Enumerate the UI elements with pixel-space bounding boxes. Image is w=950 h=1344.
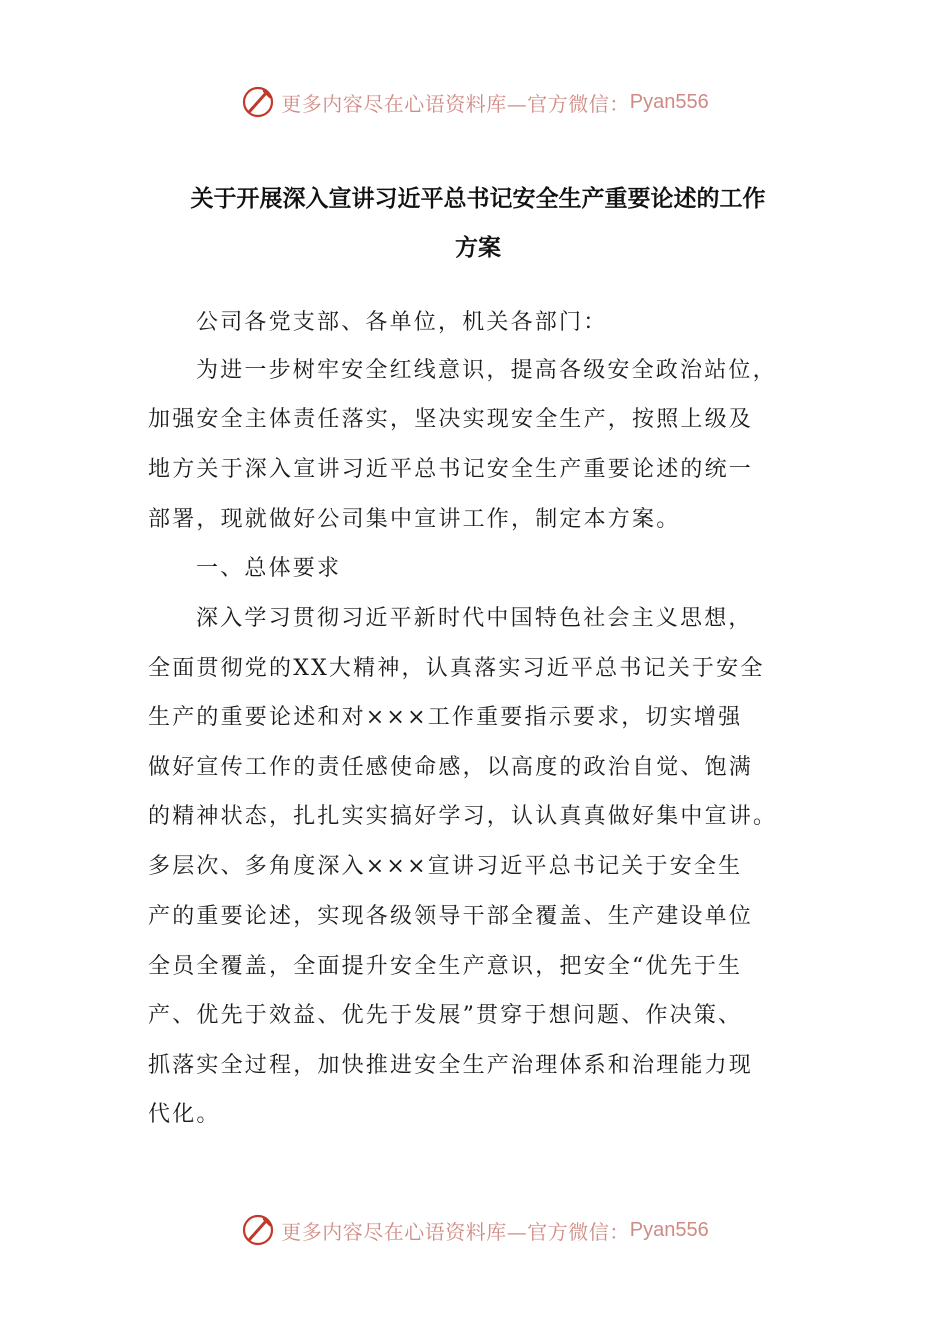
header-watermark-banner [0,80,950,124]
body-line: 多层次、多角度深入×××宣讲习近平总书记关于安全生 [148,854,743,879]
body-line: 代化。 [148,1102,221,1127]
body-line: 地方关于深入宣讲习近平总书记安全生产重要论述的统一 [148,457,754,482]
body-line: 全面贯彻党的XX大精神，认真落实习近平总书记关于安全 [148,656,765,681]
body-line: 生产的重要论述和对×××工作重要指示要求，切实增强 [148,705,743,730]
body-line: 深入学习贯彻习近平新时代中国特色社会主义思想， [196,606,753,631]
body-line: 抓落实全过程，加快推进安全生产治理体系和治理能力现 [148,1053,754,1078]
body-line: 的精神状态，扎扎实实搞好学习，认认真真做好集中宣讲。 [148,804,778,829]
salutation: 公司各党支部、各单位，机关各部门： [196,310,608,335]
document-title-line-2: 方案 [455,235,501,261]
banner-handle: Pyan556 [629,90,709,113]
body-line: 部署，现就做好公司集中宣讲工作，制定本方案。 [148,507,681,532]
body-line: 产的重要论述，实现各级领导干部全覆盖、生产建设单位 [148,904,754,929]
document-title-line-1: 关于开展深入宣讲习近平总书记安全生产重要论述的工作 [190,186,766,212]
body-line: 为进一步树牢安全红线意识，提高各级安全政治站位， [196,358,777,383]
pen-logo-icon [241,1212,277,1248]
banner-text: 更多内容尽在心语资料库—官方微信： [281,91,630,116]
section-heading: 一、总体要求 [196,556,342,581]
footer-watermark-banner [0,1208,950,1252]
body-line: 全员全覆盖，全面提升安全生产意识，把安全“优先于生 [148,954,743,979]
banner-handle: Pyan556 [629,1218,709,1241]
body-line: 做好宣传工作的责任感使命感，以高度的政治自觉、饱满 [148,755,754,780]
body-line: 产、优先于效益、优先于发展”贯穿于想问题、作决策、 [148,1003,743,1028]
body-line: 加强安全主体责任落实，坚决实现安全生产，按照上级及 [148,407,754,432]
pen-logo-icon [241,84,277,120]
banner-text: 更多内容尽在心语资料库—官方微信： [281,1219,630,1244]
